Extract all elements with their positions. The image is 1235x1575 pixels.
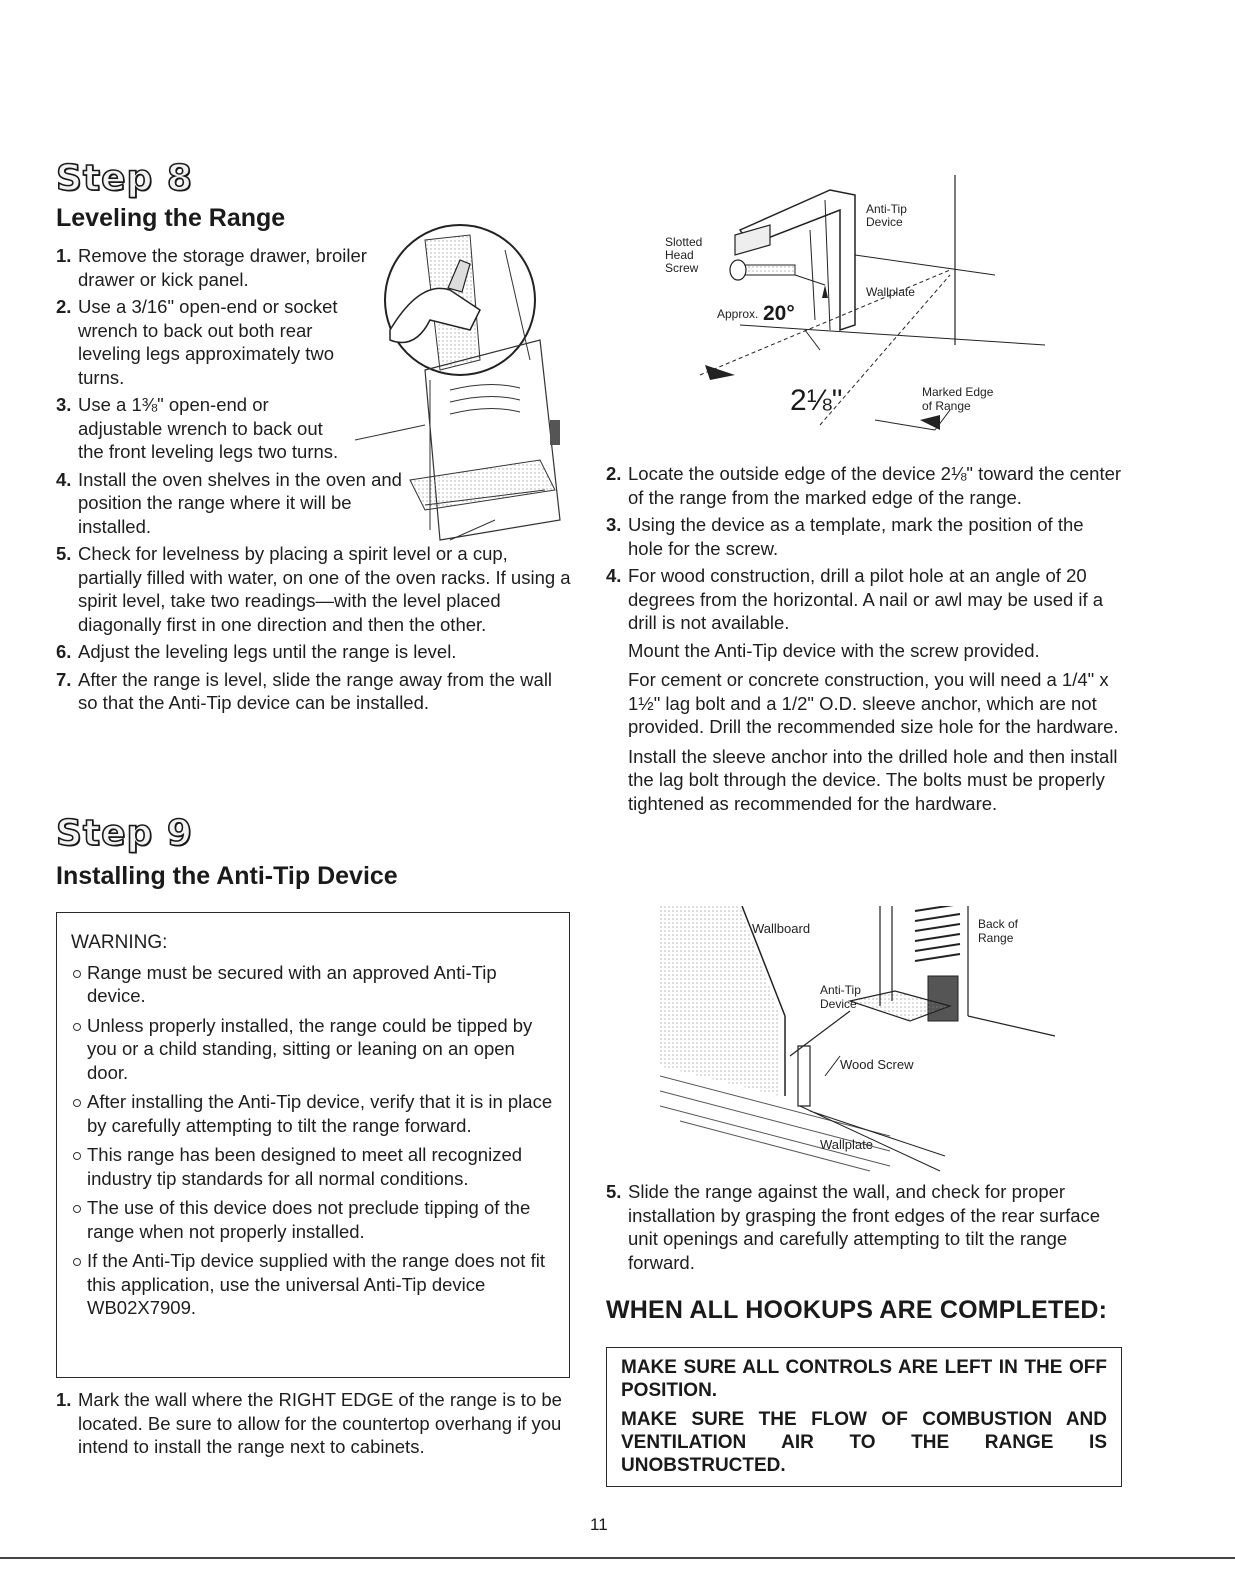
step-9-subheading: Installing the Anti-Tip Device	[56, 862, 398, 890]
step-8-item-3: 3. Use a 1⅜" open-end or adjustable wrench to back out the front leveling legs two turns.	[56, 394, 339, 462]
step-8-heading: Step 8	[56, 158, 193, 199]
step-8-subheading: Leveling the Range	[56, 204, 286, 232]
label-distance: 2⅛"	[790, 384, 843, 417]
cement-paragraph: For cement or concrete construction, you will need a 1/4" x 1½" lag bolt and a 1/2" O.D. sleeve anchor, which are not provided. Drill the recommended size hole for the hardware.	[628, 669, 1119, 737]
sleeve-paragraph: Install the sleeve anchor into the drilled hole and then install the lag bolt through the device. The bolts must be properly tightened as recommended for the hardware.	[628, 745, 1118, 814]
mount-paragraph: Mount the Anti-Tip device with the screw provided.	[628, 639, 1040, 661]
step-9-heading: Step 9	[56, 813, 193, 854]
label-head: Head	[665, 248, 694, 262]
label-angle: 20°	[763, 302, 795, 325]
label-marked-edge: Marked Edge	[922, 385, 994, 399]
label-wallplate-1: Wallplate	[866, 285, 915, 299]
bottom-rule	[0, 1557, 1235, 1559]
label-slotted: Slotted	[665, 235, 703, 249]
label-wallplate-2: Wallplate	[820, 1137, 873, 1152]
step-9-item-4: 4. For wood construction, drill a pilot hole at an angle of 20 degrees from the horizontal. A nail or awl may be used if a drill is not available.	[606, 565, 1104, 633]
label-range: Range	[978, 931, 1014, 945]
warning-item-1: Range must be secured with an approved Anti-Tip device.	[71, 961, 555, 1008]
label-of-range: of Range	[922, 399, 971, 413]
anti-tip-install-diagram	[660, 906, 1060, 1176]
anti-tip-top-diagram	[640, 170, 1060, 450]
warning-item-3: After installing the Anti-Tip device, verify that it is in place by carefully attempting to tilt the range forward.	[71, 1090, 555, 1137]
step-8-list	[56, 244, 572, 719]
step-9-item-5: 5. Slide the range against the wall, and check for proper installation by grasping the front edges of the rear surface unit openings and carefully attempting to tilt the range forward.	[606, 1181, 1101, 1273]
final-line-1: MAKE SURE ALL CONTROLS ARE LEFT IN THE OFF POSITION.	[621, 1357, 1107, 1401]
warning-item-2: Unless properly installed, the range could be tipped by you or a child standing, sitting or leaning on an open door.	[71, 1014, 555, 1085]
warning-item-4: This range has been designed to meet all recognized industry tip standards for all normal conditions.	[71, 1143, 555, 1190]
step-8-item-4: 4. Install the oven shelves in the oven and position the range where it will be installed.	[56, 468, 402, 537]
warning-box	[56, 912, 570, 1378]
label-approx: Approx.	[717, 307, 759, 321]
step-9-right-text	[606, 462, 1122, 821]
page-number: 11	[590, 1515, 608, 1534]
label-device-2: Device	[820, 997, 857, 1011]
step-8-item-7: 7. After the range is level, slide the range away from the wall so that the Anti-Tip device can be installed.	[56, 668, 553, 713]
label-anti-tip-2: Anti-Tip	[820, 983, 861, 997]
warning-title: WARNING:	[71, 932, 168, 953]
final-heading: WHEN ALL HOOKUPS ARE COMPLETED:	[606, 1296, 1108, 1324]
label-wallboard: Wallboard	[752, 921, 811, 936]
step-9-item-3: 3. Using the device as a template, mark the position of the hole for the screw.	[606, 514, 1084, 559]
warning-item-6: If the Anti-Tip device supplied with the range does not fit this application, use the universal Anti-Tip device WB02X7909.	[71, 1249, 555, 1320]
label-anti-tip-1: Anti-Tip	[866, 202, 907, 216]
final-box	[606, 1347, 1122, 1487]
final-line-2: MAKE SURE THE FLOW OF COMBUSTION AND VENTILATION AIR TO THE RANGE IS UNOBSTRUCTED.	[621, 1409, 1107, 1476]
step-9-item-2: 2. Locate the outside edge of the device 2⅛" toward the center of the range from the marked edge of the range.	[606, 463, 1122, 508]
label-device-1: Device	[866, 215, 903, 229]
label-back-of: Back of	[978, 917, 1019, 931]
label-screw: Screw	[665, 261, 699, 275]
step-8-item-1: 1. Remove the storage drawer, broiler drawer or kick panel.	[56, 245, 367, 290]
label-wood-screw: Wood Screw	[840, 1057, 914, 1072]
warning-item-5: The use of this device does not preclude tipping of the range when not properly installed.	[71, 1196, 555, 1243]
step-9-item-1: 1. Mark the wall where the RIGHT EDGE of the range is to be located. Be sure to allow for the countertop overhang if you intend to install the range next to cabinets.	[56, 1389, 562, 1457]
step-8-item-6: 6. Adjust the leveling legs until the range is level.	[56, 641, 457, 662]
step-8-item-5: 5. Check for levelness by placing a spirit level or a cup, partially filled with water, on one of the oven racks. If using a spirit level, take two readings—with the level placed diagonally first in one direction and then the other.	[56, 543, 571, 635]
step-8-item-2: 2. Use a 3/16" open-end or socket wrench to back out both rear leveling legs approximately two turns.	[56, 296, 338, 388]
